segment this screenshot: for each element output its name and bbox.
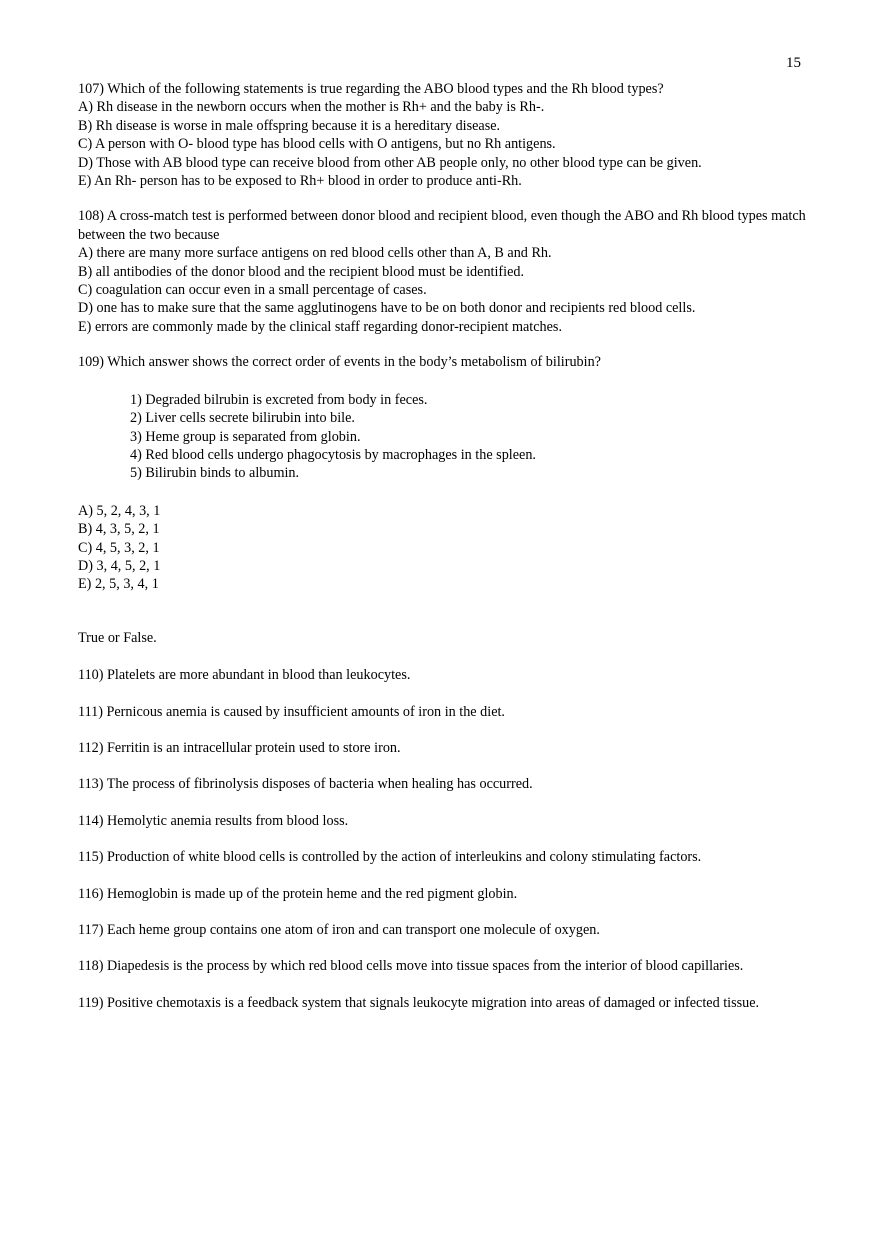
answer-option: D) 3, 4, 5, 2, 1 (78, 557, 161, 574)
step-item: 4) Red blood cells undergo phagocytosis by macrophages in the spleen. (130, 446, 536, 463)
question-stem: 109) Which answer shows the correct order of events in the body’s metabolism of bilirubin? (78, 354, 601, 371)
tf-question: 118) Diapedesis is the process by which red blood cells move into tissue spaces from the interior of blood capillaries. (78, 958, 744, 975)
answer-option: D) Those with AB blood type can receive blood from other AB people only, no other blood type can be given. (78, 154, 702, 171)
question-107 (78, 80, 808, 190)
answer-option: A) Rh disease in the newborn occurs when the mother is Rh+ and the baby is Rh-. (78, 99, 545, 116)
answer-option: B) all antibodies of the donor blood and the recipient blood must be identified. (78, 263, 525, 280)
answer-option: B) 4, 3, 5, 2, 1 (78, 521, 160, 538)
tf-question: 111) Pernicous anemia is caused by insufficient amounts of iron in the diet. (78, 703, 505, 720)
tf-question: 113) The process of fibrinolysis disposes of bacteria when healing has occurred. (78, 776, 533, 793)
answer-option: C) 4, 5, 3, 2, 1 (78, 539, 160, 556)
answer-option: C) coagulation can occur even in a small percentage of cases. (78, 282, 427, 299)
step-item: 2) Liver cells secrete bilirubin into bile. (130, 410, 355, 427)
question-stem: 107) Which of the following statements is true regarding the ABO blood types and the Rh blood types? (78, 81, 664, 97)
tf-question: 112) Ferritin is an intracellular protein used to store iron. (78, 739, 401, 756)
question-stem: 108) A cross-match test is performed between donor blood and recipient blood, even though the ABO and Rh blood types match between the two because (78, 208, 806, 243)
page-content (78, 80, 808, 1030)
answer-option: B) Rh disease is worse in male offspring because it is a hereditary disease. (78, 117, 501, 134)
answer-option: E) An Rh- person has to be exposed to Rh+ blood in order to produce anti-Rh. (78, 173, 522, 190)
step-item: 5) Bilirubin binds to albumin. (130, 465, 300, 482)
step-item: 1) Degraded bilrubin is excreted from body in feces. (130, 391, 428, 408)
answer-option: C) A person with O- blood type has blood cells with O antigens, but no Rh antigens. (78, 136, 556, 153)
step-item: 3) Heme group is separated from globin. (130, 428, 361, 445)
answer-option: A) there are many more surface antigens on red blood cells other than A, B and Rh. (78, 245, 552, 262)
answer-option: E) 2, 5, 3, 4, 1 (78, 576, 159, 593)
question-108 (78, 207, 808, 336)
tf-question: 119) Positive chemotaxis is a feedback system that signals leukocyte migration into areas of damaged or infected tissue. (78, 994, 760, 1011)
question-109 (78, 353, 808, 593)
tf-question: 115) Production of white blood cells is controlled by the action of interleukins and colony stimulating factors. (78, 849, 702, 866)
tf-question: 116) Hemoglobin is made up of the protein heme and the red pigment globin. (78, 885, 518, 902)
bilirubin-steps-list (130, 391, 808, 483)
page-number: 15 (786, 55, 801, 71)
answer-option: D) one has to make sure that the same agglutinogens have to be on both donor and recipients red blood cells. (78, 300, 696, 317)
answer-options (78, 502, 808, 594)
answer-option: A) 5, 2, 4, 3, 1 (78, 502, 161, 519)
true-false-list (78, 666, 808, 1012)
tf-question: 110) Platelets are more abundant in blood than leukocytes. (78, 667, 411, 684)
tf-question: 114) Hemolytic anemia results from blood loss. (78, 812, 349, 829)
tf-question: 117) Each heme group contains one atom of iron and can transport one molecule of oxygen. (78, 922, 600, 938)
answer-option: E) errors are commonly made by the clinical staff regarding donor-recipient matches. (78, 318, 563, 335)
true-false-heading: True or False. (78, 629, 157, 646)
